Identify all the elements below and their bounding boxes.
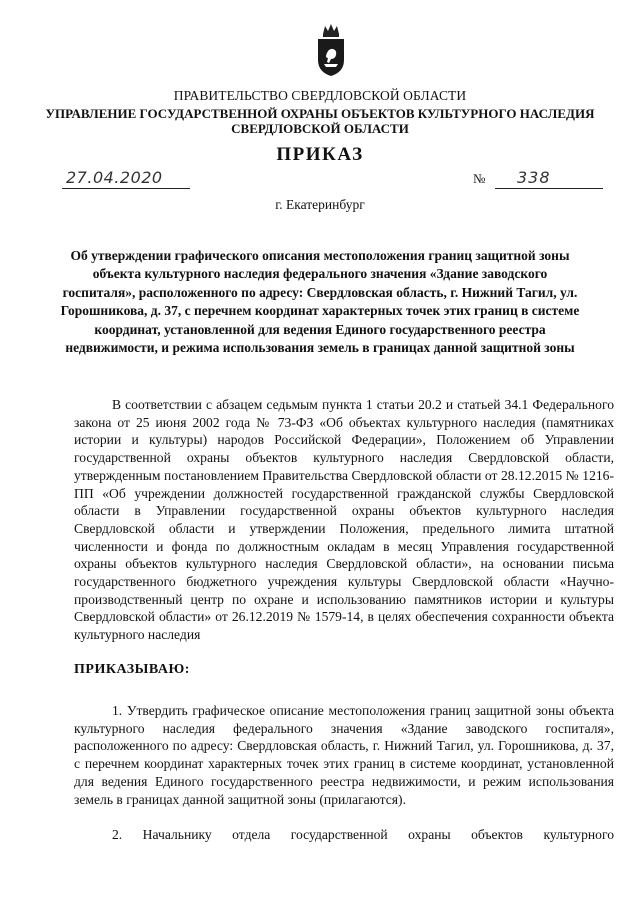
order-number-label: № — [473, 171, 486, 186]
orders-heading: ПРИКАЗЫВАЮ: — [74, 662, 190, 677]
government-name: ПРАВИТЕЛЬСТВО СВЕРДЛОВСКОЙ ОБЛАСТИ — [173, 88, 467, 103]
order-item-2: 2. Начальнику отдела государственной охраны объектов культурного — [112, 827, 614, 842]
order-number-field — [495, 168, 603, 189]
order-date: 27.04.2020 — [66, 168, 163, 187]
preamble-paragraph: В соответствии с абзацем седьмым пункта 1 статьи 20.2 и статьей 34.1 Федерального закона от 25 июня 2002 года № 73-ФЗ «Об объектах культурного наследия (памятниках истории и культуры) народов Российской Федерации», Положением об Управлении государственной охраны объектов культурного наследия Свердловской области, утвержденным постановлением Правительства Свердловской области от 28.12.2015 № 1216-ПП «Об учреждении должностей государственной гражданской службы Свердловской области в Управлении государственной охраны объектов культурного наследия Свердловской области и утверждении Положения, предельного лимита штатной численности и фонда по должностным окладам в месяц Управления государственной охраны объектов культурного наследия Свердловской области», на основании письма государственного бюджетного учреждения культуры Свердловской области «Научно-производственный центр по охране и использованию памятников истории и культуры Свердловской области» от 26.12.2019 № 1579-14, в целях обеспечения сохранности объекта культурного наследия — [74, 397, 614, 643]
order-number: 338 — [517, 168, 551, 187]
order-title: Об утверждении графического описания местоположения границ защитной зоны объекта культурного наследия федерального значения «Здание заводского госпиталя», расположенного по адресу: Свердловская область, г. Нижний Тагил, ул. Горошникова, д. 37, с перечнем координат характерных точек этих границ в системе координат, установленной для ведения Единого государственного реестра недвижимости, и режима использования земель в границах данной защитной зоны — [60, 248, 580, 356]
document-type-heading: ПРИКАЗ — [276, 144, 364, 165]
department-name-line2: СВЕРДЛОВСКОЙ ОБЛАСТИ — [231, 121, 409, 136]
order-item-1: 1. Утвердить графическое описание местоположения границ защитной зоны объекта культурного наследия федерального значения «Здание заводского госпиталя», расположенного по адресу: Свердловская область, г. Нижний Тагил, ул. Горошникова, д. 37, с перечнем координат характерных точек этих границ в системе координат, установленной для ведения Единого государственного реестра недвижимости, и режим использования земель в границах данной защитной зоны (прилагаются). — [74, 703, 614, 807]
issue-city: г. Екатеринбург — [275, 197, 365, 212]
department-name-line1: УПРАВЛЕНИЕ ГОСУДАРСТВЕННОЙ ОХРАНЫ ОБЪЕКТОВ КУЛЬТУРНОГО НАСЛЕДИЯ — [45, 106, 595, 121]
department-name — [0, 106, 640, 136]
coat-of-arms-icon — [314, 22, 348, 78]
order-date-field — [62, 168, 190, 189]
